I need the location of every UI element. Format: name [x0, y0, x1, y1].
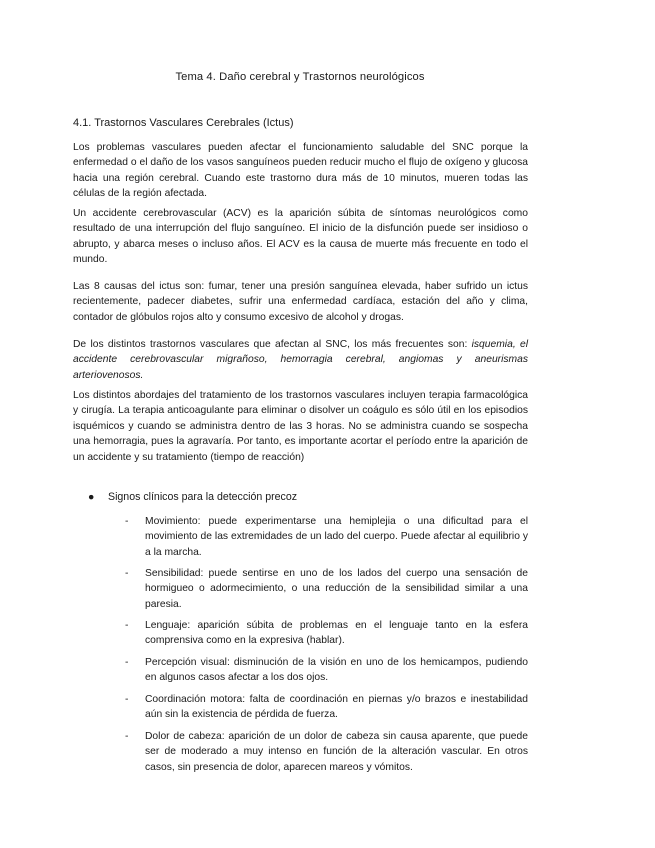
list-item-text: Lenguaje: aparición súbita de problemas en el lenguaje tanto en la esfera comprensiva como en la expresiva (hablar). [145, 620, 528, 647]
dash-icon: - [125, 657, 129, 668]
list-item-text: Percepción visual: disminución de la visión en uno de los hemicampos, pudiendo en algunos casos afectar a los dos ojos. [145, 657, 528, 684]
paragraph-frequent-disorders [73, 337, 528, 383]
document-title: Tema 4. Daño cerebral y Trastornos neurológicos [175, 71, 425, 83]
frequent-disorders-lead: De los distintos trastornos vasculares que afectan al SNC, los más frecuentes son: [73, 339, 472, 350]
list-item-text: Dolor de cabeza: aparición de un dolor de cabeza sin causa aparente, que puede ser de moderado a muy intenso en función de la alteración vascular. En otros casos, sin presencia de dolor, aparecen mareos y vómitos. [145, 731, 528, 773]
section-heading: 4.1. Trastornos Vasculares Cerebrales (Ictus) [73, 117, 294, 129]
list-item-text: Movimiento: puede experimentarse una hemiplejia o una dificultad para el movimiento de las extremidades de un lado del cuerpo. Puede afectar al equilibrio y a la marcha. [145, 516, 528, 558]
paragraph-acv-definition: Un accidente cerebrovascular (ACV) es la aparición súbita de síntomas neurológicos como resultado de una interrupción del flujo sanguíneo. El inicio de la disfunción puede ser insidioso o abrupto, y abarca meses o incluso años. El ACV es la causa de muerte más frecuente en todo el mundo. [73, 208, 528, 266]
bullet-clinical-signs [88, 490, 297, 505]
bullet-label: Signos clínicos para la detección precoz [108, 491, 298, 503]
dash-icon: - [125, 516, 129, 527]
bullet-dot-icon: ● [88, 491, 95, 503]
paragraph-vascular-problems: Los problemas vasculares pueden afectar el funcionamiento saludable del SNC porque la enfermedad o el daño de los vasos sanguíneos pueden reducir mucho el flujo de oxígeno y glucosa hacia una región cerebral. Cuando este trastorno dura más de 10 minutos, mueren todas las células de la región afectada. [73, 142, 528, 200]
dash-icon: - [125, 694, 129, 705]
list-item-text: Sensibilidad: puede sentirse en uno de los lados del cuerpo una sensación de hormigueo o adormecimiento, o una reducción de la sensibilidad similar a una paresia. [145, 568, 528, 610]
dash-icon: - [125, 568, 129, 579]
dash-icon: - [125, 731, 129, 742]
paragraph-treatment: Los distintos abordajes del tratamiento de los trastornos vasculares incluyen terapia farmacológica y cirugía. La terapia anticoagulante para eliminar o disolver un coágulo es sólo útil en los episodios isquémicos y cuando se administra dentro de las 3 horas. No se administra cuando se sospecha una hemorragia, pues la agravaría. Por tanto, es importante acortar el período entre la aparición de un accidente y su tratamiento (tiempo de reacción) [73, 390, 528, 463]
paragraph-ictus-causes: Las 8 causas del ictus son: fumar, tener una presión sanguínea elevada, haber sufrido un ictus recientemente, padecer diabetes, sufrir una enfermedad cardíaca, estación del año y clima, contador de glóbulos rojos alto y consumo excesivo de alcohol y drogas. [73, 281, 528, 323]
list-item-text: Coordinación motora: falta de coordinación en piernas y/o brazos e inestabilidad aún sin la existencia de pérdida de fuerza. [145, 694, 528, 721]
dash-icon: - [125, 620, 129, 631]
frequent-disorders-list: isquemia, el accidente cerebrovascular migrañoso, hemorragia cerebral, angiomas y aneurismas arteriovenosos. [73, 339, 528, 381]
